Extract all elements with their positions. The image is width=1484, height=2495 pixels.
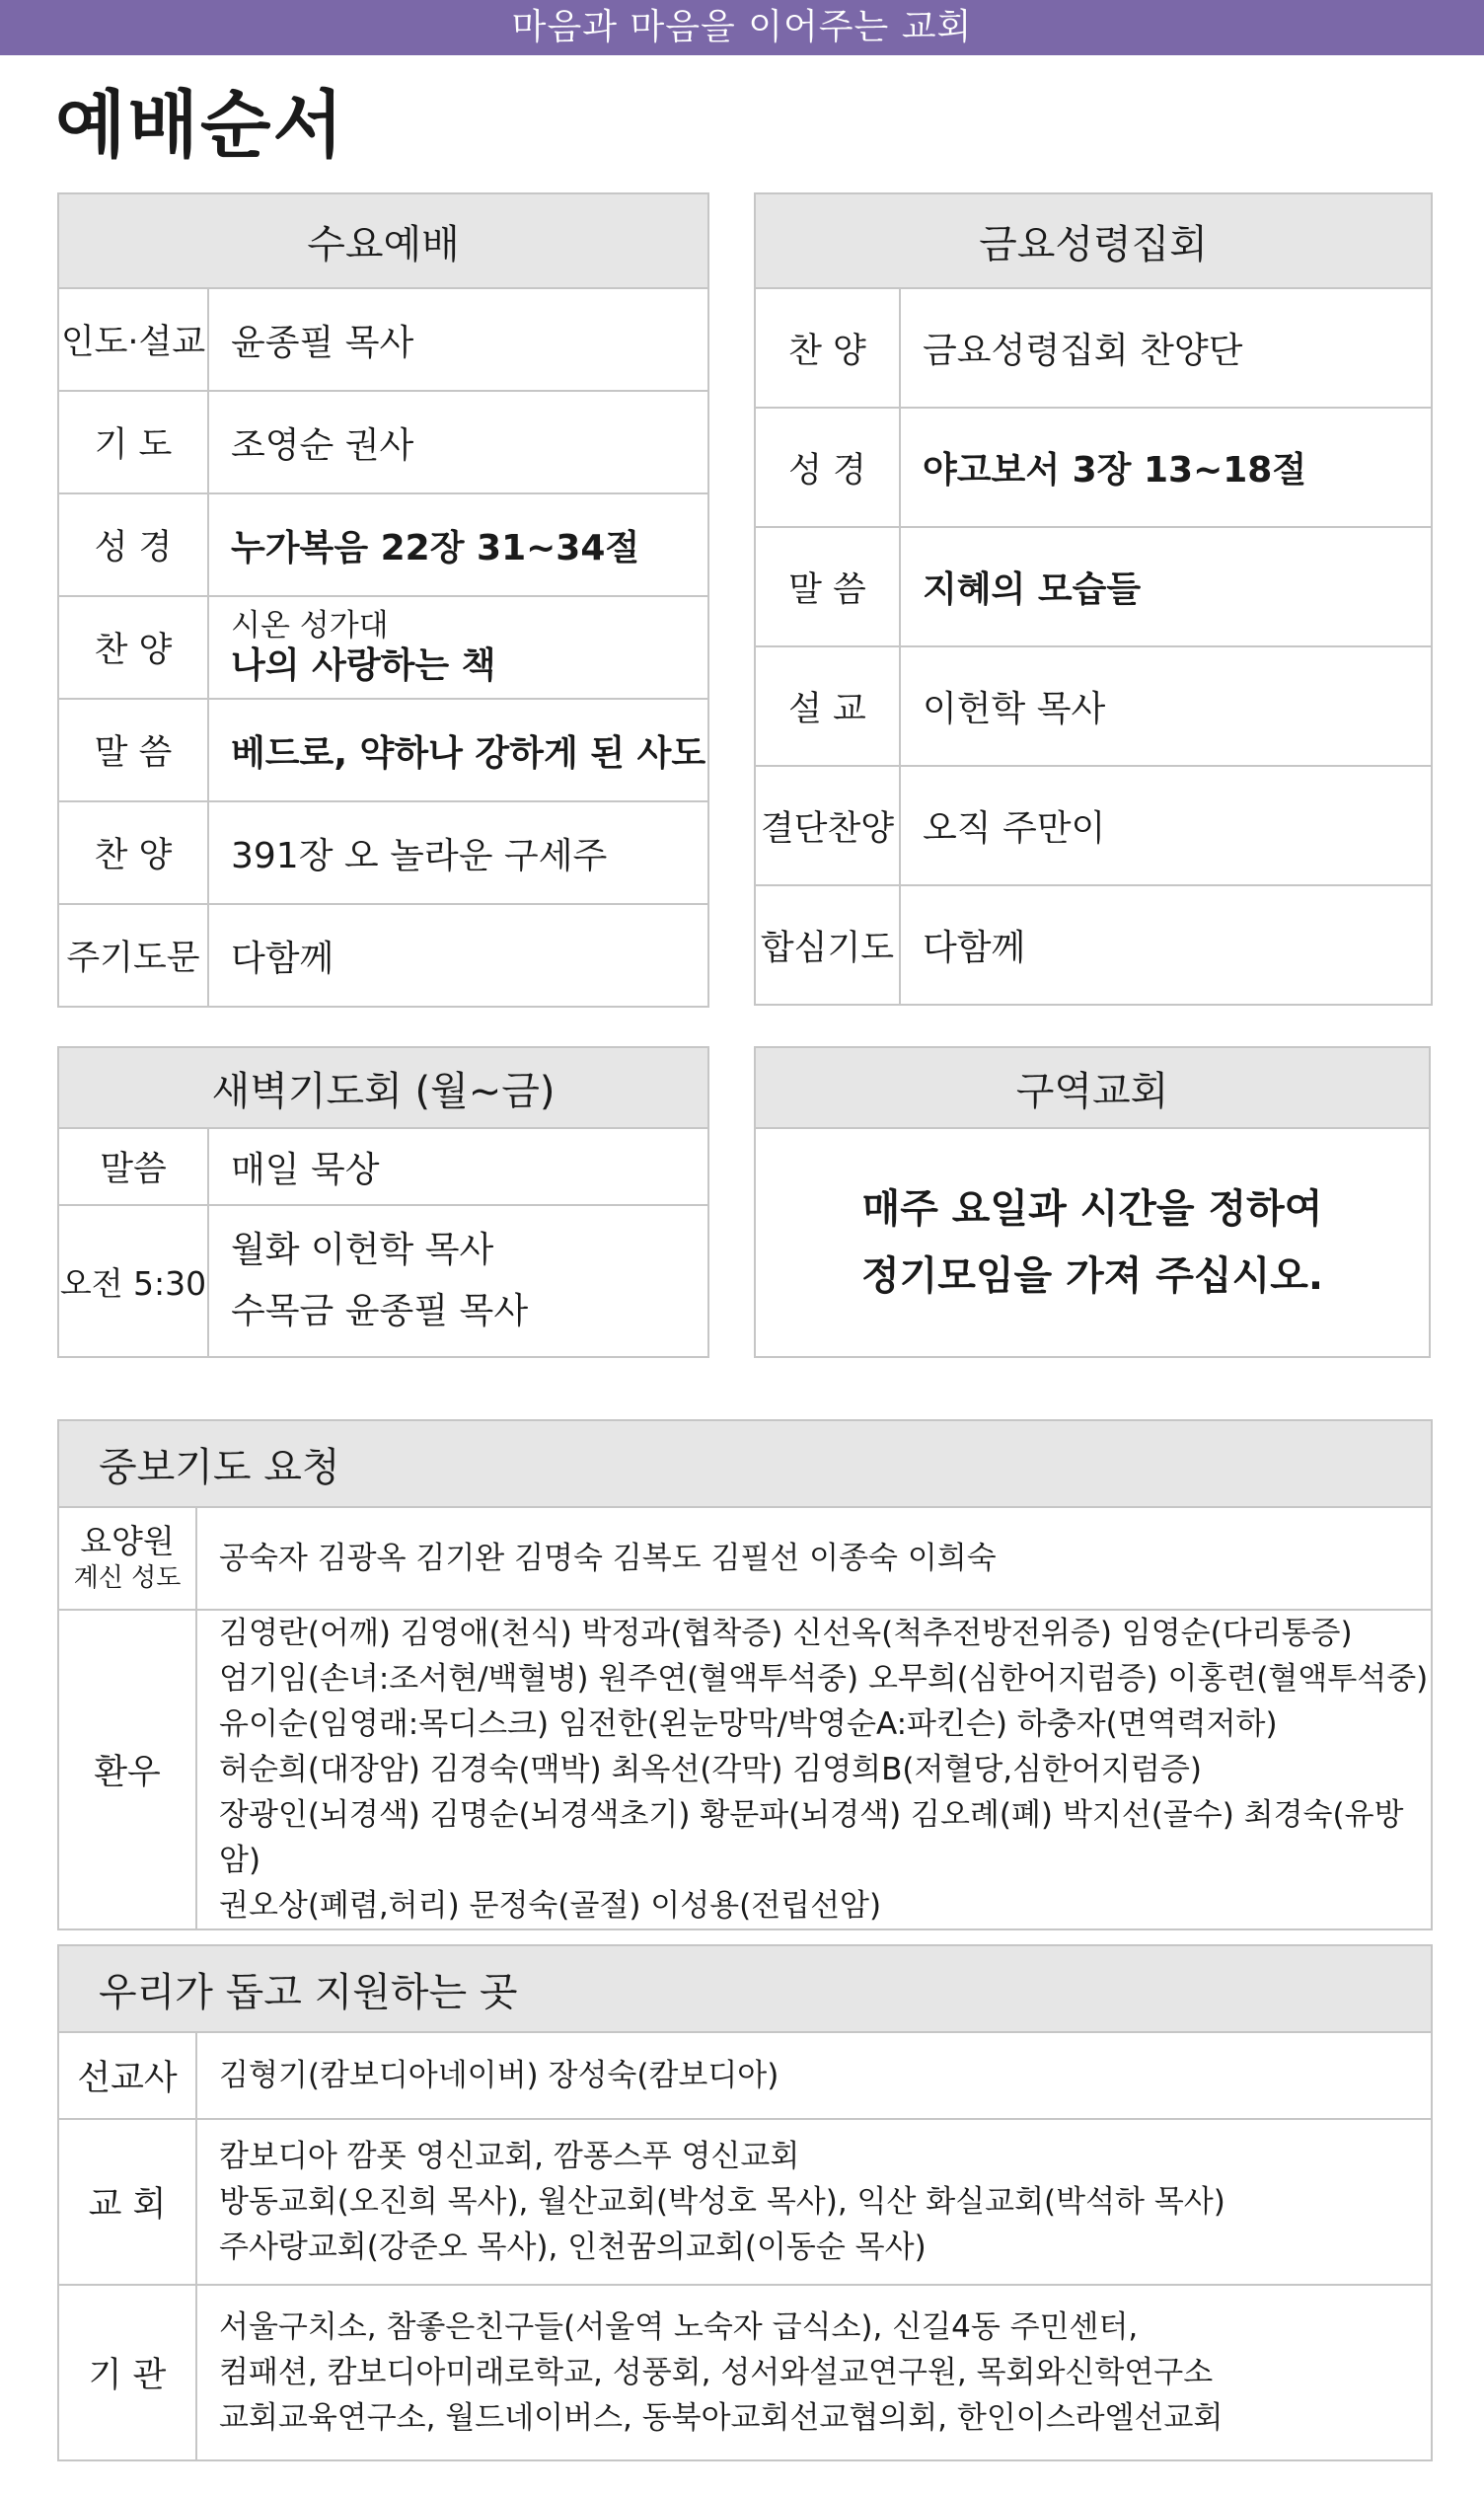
church-line: 캄보디아 깜폿 영신교회, 깜퐁스푸 영신교회 [219,2139,800,2174]
wednesday-service-header: 수요예배 [58,193,708,288]
order-value: 금요성령집회 찬양단 [900,288,1432,408]
friday-service-header: 금요성령집회 [755,193,1432,288]
order-label: 말 씀 [58,699,208,801]
friday-service-table [754,192,1433,1006]
order-label: 합심기도 [755,885,900,1005]
organization-label: 기 관 [58,2285,196,2460]
district-church-note [755,1128,1430,1357]
support-table [57,1944,1433,2461]
support-header: 우리가 돕고 지원하는 곳 [58,1945,1432,2032]
intercessory-prayer-table [57,1419,1433,1930]
order-value [208,1205,708,1357]
missionary-label: 선교사 [58,2032,196,2119]
leader-line: 수목금 윤종필 목사 [231,1291,529,1331]
patients-line: 김영란(어깨) 김영애(천식) 박정과(협착증) 신선옥(척추전방전위증) 임영순(다리통증) [219,1616,1353,1651]
sermon-title: 베드로, 약하나 강하게 된 사도 [208,699,708,801]
patients-list [196,1610,1432,1929]
nursing-home-names: 공숙자 김광옥 김기완 김명숙 김복도 김필선 이종숙 이희숙 [196,1507,1432,1610]
patients-line: 장광인(뇌경색) 김명순(뇌경색초기) 황문파(뇌경색) 김오례(폐) 박지선(골수) 최경숙(유방암) [219,1797,1404,1878]
organization-line: 교회교육연구소, 월드네이버스, 동북아교회선교협의회, 한인이스라엘선교회 [219,2400,1224,2436]
patients-line: 허순희(대장암) 김경숙(맥박) 최옥선(각막) 김영희B(저혈당,심한어지럼증) [219,1752,1202,1787]
order-value: 누가복음 22장 31~34절 [208,493,708,596]
order-label: 성 경 [755,408,900,527]
choir-name: 시온 성가대 [231,608,389,643]
order-label: 성 경 [58,493,208,596]
district-church-header: 구역교회 [755,1047,1430,1128]
nursing-home-label-sub: 계신 성도 [73,1563,182,1593]
order-label: 결단찬양 [755,766,900,885]
order-value: 다함께 [900,885,1432,1005]
patients-line: 권오상(폐렴,허리) 문정숙(골절) 이성용(전립선암) [219,1888,882,1924]
patients-label: 환우 [58,1610,196,1929]
patients-line: 엄기임(손녀:조서현/백혈병) 원주연(혈액투석중) 오무희(심한어지럼증) 이홍련(혈액투석중) [219,1661,1429,1697]
patients-line: 유이순(임영래:목디스크) 임전한(왼눈망막/박영순A:파킨슨) 하충자(면역력저하) [219,1706,1278,1742]
order-value [208,596,708,699]
order-value: 오직 주만이 [900,766,1432,885]
order-label: 찬 양 [755,288,900,408]
intercessory-prayer-header: 중보기도 요청 [58,1420,1432,1507]
note-line: 정기모임을 가져 주십시오. [860,1253,1324,1299]
organization-list [196,2285,1432,2460]
order-value: 391장 오 놀라운 구세주 [208,801,708,904]
order-value: 이헌학 목사 [900,646,1432,766]
order-label: 오전 5:30 [58,1205,208,1357]
church-slogan-banner: 마음과 마음을 이어주는 교회 [0,0,1484,55]
sermon-title: 지혜의 모습들 [900,527,1432,646]
nursing-home-label-main: 요양원 [80,1522,175,1560]
order-label: 인도·설교 [58,288,208,391]
church-line: 주사랑교회(강준오 목사), 인천꿈의교회(이동순 목사) [219,2230,927,2265]
order-value: 매일 묵상 [208,1128,708,1205]
nursing-home-label [58,1507,196,1610]
order-value: 야고보서 3장 13~18절 [900,408,1432,527]
order-label: 말 씀 [755,527,900,646]
order-value: 조영순 권사 [208,391,708,493]
order-label: 기 도 [58,391,208,493]
organization-line: 서울구치소, 참좋은친구들(서울역 노숙자 급식소), 신길4동 주민센터, [219,2309,1139,2345]
order-label: 찬 양 [58,801,208,904]
district-church-table [754,1046,1431,1358]
order-label: 찬 양 [58,596,208,699]
order-label: 말씀 [58,1128,208,1205]
leader-line: 월화 이헌학 목사 [231,1230,494,1270]
dawn-prayer-table [57,1046,709,1358]
missionary-names: 김형기(캄보디아네이버) 장성숙(캄보디아) [196,2032,1432,2119]
page-title: 예배순서 [55,83,345,168]
note-line: 매주 요일과 시간을 정하여 [861,1186,1323,1232]
church-label: 교 회 [58,2119,196,2285]
order-label: 주기도문 [58,904,208,1007]
organization-line: 컴패션, 캄보디아미래로학교, 성풍회, 성서와설교연구원, 목회와신학연구소 [219,2355,1214,2390]
church-line: 방동교회(오진희 목사), 월산교회(박성호 목사), 익산 화실교회(박석하 목사) [219,2184,1225,2220]
order-value: 윤종필 목사 [208,288,708,391]
church-list [196,2119,1432,2285]
anthem-title: 나의 사랑하는 책 [231,645,496,686]
dawn-prayer-header: 새벽기도회 (월~금) [58,1047,708,1128]
wednesday-service-table [57,192,709,1008]
order-label: 설 교 [755,646,900,766]
order-value: 다함께 [208,904,708,1007]
